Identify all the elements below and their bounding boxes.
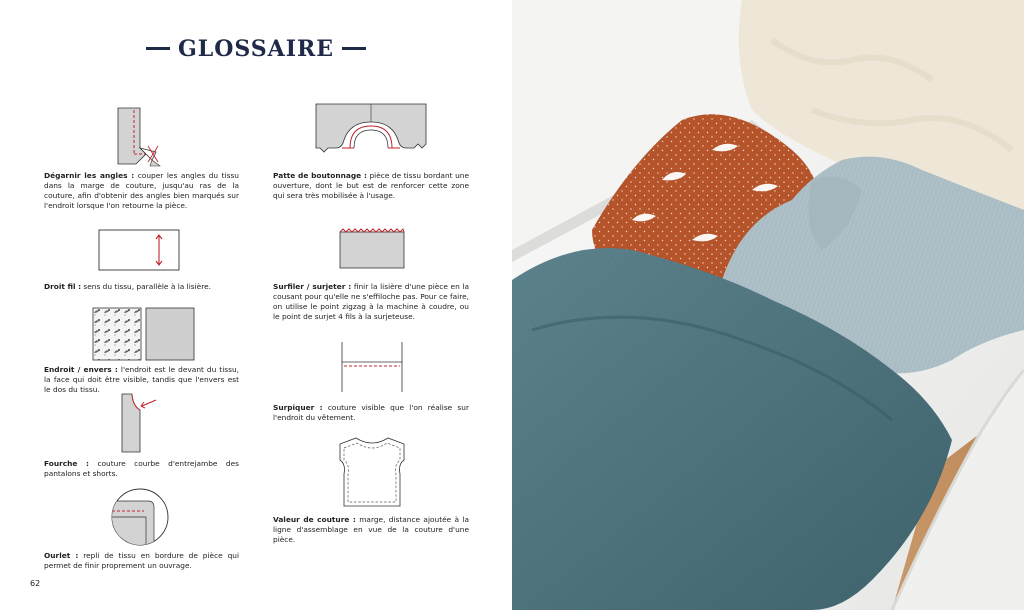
- entry-valeur: [273, 515, 469, 545]
- entry-droit-fil-term: Droit fil :: [44, 282, 82, 291]
- entry-endroit-envers-term: Endroit / envers :: [44, 365, 118, 374]
- entry-endroit-envers: [44, 365, 239, 395]
- entry-degarnir-text: couper les angles du tissu dans la marge de couture, jusqu'au ras de la couture, afin d'obtenir des angles bien marqués sur l'endroit lorsque l'on retourne la pièce.: [44, 171, 239, 210]
- page-title: [0, 36, 512, 62]
- entry-ourlet: [44, 551, 239, 571]
- entry-degarnir-term: Dégarnir les angles :: [44, 171, 135, 180]
- entry-patte-term: Patte de boutonnage :: [273, 171, 367, 180]
- fourche-illustration: [116, 392, 166, 456]
- title-dash-left: [146, 47, 170, 50]
- ourlet-illustration: [110, 487, 170, 547]
- page-title-text: GLOSSAIRE: [177, 36, 335, 62]
- entry-valeur-term: Valeur de couture :: [273, 515, 356, 524]
- entry-surpiquer: [273, 403, 469, 423]
- entry-fourche: [44, 459, 239, 479]
- surfiler-illustration: [338, 226, 406, 270]
- title-dash-right: [342, 47, 366, 50]
- surpiquer-illustration: [338, 340, 406, 394]
- entry-ourlet-text: repli de tissu en bordure de pièce qui permet de finir proprement un ouvrage.: [44, 551, 240, 570]
- page-number: 62: [30, 579, 41, 588]
- entry-surpiquer-text: couture visible que l'on réalise sur l'endroit du vêtement.: [273, 403, 469, 422]
- entry-surpiquer-term: Surpiquer :: [273, 403, 323, 412]
- degarnir-illustration: [112, 104, 174, 168]
- entry-surfiler-text: finir la lisière d'une pièce en la cousant pour qu'elle ne s'effiloche pas. Pour ce faire, on utilise le point zigzag à la machine à coudre, ou le point de surjet 4 fils à la surjeteuse.: [273, 282, 469, 321]
- entry-patte-text: pièce de tissu bordant une ouverture, dont le but est de renforcer cette zone qui sera très mobilisée à l'usage.: [273, 171, 469, 200]
- entry-valeur-text: marge, distance ajoutée à la ligne d'assemblage en vue de la couture d'une pièce.: [273, 515, 469, 544]
- entry-patte: [273, 171, 469, 201]
- drawer-photo: [512, 0, 1024, 610]
- entry-surfiler: [273, 282, 469, 322]
- entry-degarnir: [44, 171, 239, 211]
- entry-droit-fil: [44, 282, 239, 292]
- endroit-envers-illustration: [92, 307, 196, 361]
- entry-fourche-text: couture courbe d'entrejambe des pantalons et shorts.: [44, 459, 239, 478]
- entry-endroit-envers-text: l'endroit est le devant du tissu, la face qui doit être visible, tandis que l'envers est le dos du tissu.: [44, 365, 239, 394]
- droit-fil-illustration: [98, 228, 182, 272]
- entry-surfiler-term: Surfiler / surjeter :: [273, 282, 352, 291]
- patte-illustration: [314, 102, 428, 162]
- entry-ourlet-term: Ourlet :: [44, 551, 79, 560]
- drawer-photo-drawing: [512, 0, 1024, 610]
- entry-fourche-term: Fourche :: [44, 459, 90, 468]
- valeur-illustration: [334, 434, 410, 510]
- entry-droit-fil-text: sens du tissu, parallèle à la lisière.: [81, 282, 211, 291]
